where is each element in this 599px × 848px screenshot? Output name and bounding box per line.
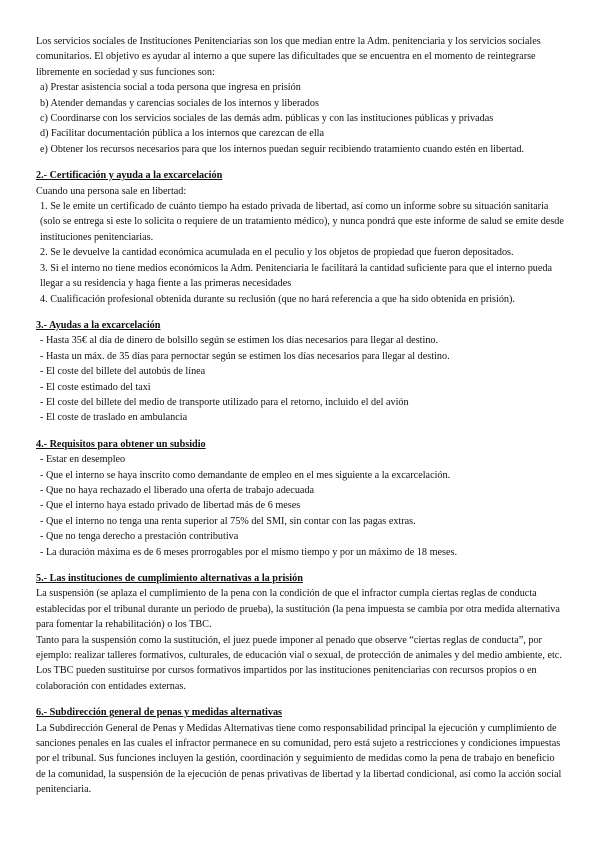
section-heading: 5.- Las instituciones de cumplimiento alternativas a la prisión (36, 573, 303, 584)
release-aid-list (36, 333, 566, 425)
list-item: - Que el interno no tenga una renta superior al 75% del SMI, sin contar con las pagas extras. (40, 515, 416, 527)
list-item: - Que no tenga derecho a prestación contributiva (40, 531, 239, 543)
body-paragraph: Tanto para la suspensión como la sustitución, el juez puede imponer al penado que observe “ciertas reglas de conducta”, por ejemplo: realizar talleres formativos, culturales, de educación vial o sexual, de protección de animales y del medio ambiente, etc. (36, 634, 562, 662)
list-item: - El coste del billete del medio de transporte utilizado para el retorno, incluido el del avión (40, 396, 409, 408)
list-item: - Que no haya rechazado el liberado una oferta de trabajo adecuada (40, 484, 315, 496)
list-item: 1. Se le emite un certificado de cuánto tiempo ha estado privada de libertad, así como un informe sobre su situación sanitaria (solo se entrega si este lo solicita o requiere de un tratamiento médico), y nunca pondrá que este informe de salud se emite desde instituciones penitenciarias. (40, 201, 564, 243)
list-item: c) Coordinarse con los servicios sociales de las demás adm. públicas y con las instituciones públicas y privadas (40, 113, 494, 125)
section-heading: 6.- Subdirección general de penas y medidas alternativas (36, 707, 283, 719)
section-heading: 2.- Certificación y ayuda a la excarcelación (36, 170, 223, 182)
section-lead: Cuando una persona sale en libertad: (36, 185, 187, 197)
list-item: e) Obtener los recursos necesarios para que los internos puedan seguir recibiendo tratamiento cuando estén en libertad. (40, 143, 525, 155)
list-item: - El coste de traslado en ambulancia (40, 412, 188, 424)
subsidy-requirements-list (36, 452, 566, 560)
list-item: a) Prestar asistencia social a toda persona que ingresa en prisión (40, 82, 301, 94)
list-item: - Estar en desempleo (40, 454, 126, 466)
body-paragraph: La suspensión (se aplaza el cumplimiento de la pena con la condición de que el infractor cumpla ciertas reglas de conducta establecidas por el tribunal durante un periodo de prueba), la sustitución (la pena impuesta se cambia por otra medida alternativa para fomentar la rehabilitación) o los TBC. (36, 588, 560, 631)
section-heading: 3.- Ayudas a la excarcelación (36, 319, 161, 331)
list-item: - El coste del billete del autobús de línea (40, 366, 206, 378)
list-item: b) Atender demandas y carencias sociales de los internos y liberados (40, 97, 319, 109)
body-paragraph: Los TBC pueden sustituirse por cursos formativos impartidos por las instituciones penitenciarias con recursos propios o en colaboración con entidades externas. (36, 665, 537, 692)
list-item: - Que el interno se haya inscrito como demandante de empleo en el mes siguiente a la excarcelación. (40, 469, 451, 481)
list-item: 3. Si el interno no tiene medios económicos la Adm. Penitenciaria le facilitará la cantidad suficiente para que el interno pueda llegar a su residencia y haga fiente a las primeras necesidades (40, 262, 553, 290)
list-item: 4. Cualificación profesional obtenida durante su reclusión (que no hará referencia a que ha sido obtenida en prisión). (40, 293, 515, 305)
body-paragraph: La Subdirección General de Penas y Medidas Alternativas tiene como responsabilidad principal la ejecución y cumplimiento de sanciones penales en las cuales el infractor permanece en su comunidad, pero está sujeto a restricciones y condiciones impuestas por el tribunal. Sus funciones incluyen la gestión, coordinación y seguimiento de medidas como la pena de trabajo en beneficio de la comunidad, la suspensión de la ejecución de penas privativas de libertad y la libertad condicional, así como la acción social penitenciaria. (36, 722, 562, 796)
list-item: - La duración máxima es de 6 meses prorrogables por el mismo tiempo y por un máximo de 18 meses. (40, 546, 458, 558)
list-item: 2. Se le devuelve la cantidad económica acumulada en el peculio y los objetos de propiedad que fueron depositados. (40, 247, 514, 259)
list-item: d) Facilitar documentación pública a los internos que carezcan de ella (40, 128, 324, 140)
release-steps-list (36, 199, 566, 307)
list-item: - Hasta un máx. de 35 días para pernoctar según se estimen los días necesarios para llegar al destino. (40, 350, 450, 362)
list-item: - Hasta 35€ al día de dinero de bolsillo según se estimen los días necesarios para llegar al destino. (40, 335, 439, 347)
document-page (36, 34, 566, 798)
list-item: - El coste estimado del taxi (40, 381, 151, 393)
list-item: - Que el interno haya estado privado de libertad más de 6 meses (40, 500, 301, 512)
intro-functions-list (36, 80, 566, 157)
section-heading: 4.- Requisitos para obtener un subsidio (36, 438, 206, 450)
intro-paragraph: Los servicios sociales de Instituciones Penitenciarias son los que median entre la Adm. penitenciaria y los servicios sociales comunitarios. El objetivo es ayudar al interno a que supere las dificultades que se encuentra en el momento de reintegrarse libremente en sociedad y sus funciones son: (36, 36, 541, 78)
